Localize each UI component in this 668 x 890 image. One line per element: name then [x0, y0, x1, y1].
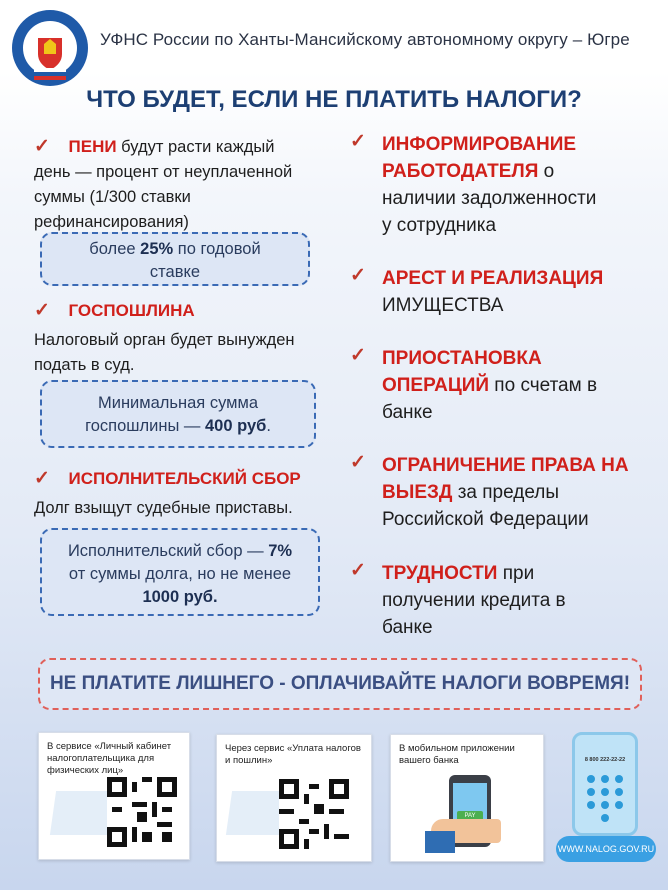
check-icon: ✓: [34, 468, 50, 489]
gosposhlina-heading: ГОСПОШЛИНА: [68, 301, 195, 320]
card-personal-account[interactable]: [38, 732, 190, 860]
note-text: Минимальная сумма: [97, 394, 259, 412]
note-value: 1000 руб.: [142, 588, 218, 606]
org-name: УФНС России по Ханты-Мансийскому автономному округу – Югре: [100, 30, 630, 49]
qr-code-icon[interactable]: [107, 777, 177, 852]
check-icon: ✓: [34, 300, 50, 321]
gosposhlina-text-line: подать в суд.: [34, 356, 135, 374]
nalog-website-link[interactable]: WWW.NALOG.GOV.RU: [556, 836, 656, 862]
ispolnitelny-text: Долг взыщут судебные приставы.: [34, 499, 293, 517]
item-heading: ТРУДНОСТИ: [382, 563, 498, 584]
card-text: В сервисе «Личный кабинет налогоплательщика для физических лиц»: [47, 741, 172, 776]
gosposhlina-text: [34, 328, 295, 378]
phone-number: 8 800 222-22-22: [584, 757, 626, 763]
item-text: за пределы: [452, 482, 560, 503]
check-icon: ✓: [350, 560, 366, 581]
item-heading: АРЕСТ И РЕАЛИЗАЦИЯ: [382, 268, 604, 289]
item-text: ИМУЩЕСТВА: [382, 295, 504, 316]
peni-note: [40, 232, 310, 286]
note-text: .: [266, 417, 271, 435]
pay-label: PAY: [457, 811, 483, 821]
item-text: наличии задолженности: [382, 188, 597, 209]
right-item-arrest: [382, 265, 603, 319]
check-icon: ✓: [350, 265, 366, 286]
peni-text: день — процент от неуплаченной: [34, 163, 293, 181]
peni-text: суммы (1/300 ставки: [34, 188, 191, 206]
note-text: от суммы долга, но не менее: [68, 565, 292, 583]
phone-keypad-icon: [572, 732, 638, 836]
note-text: Исполнительский сбор —: [67, 542, 269, 560]
peni-text: рефинансирования): [34, 213, 189, 231]
qr-code-icon[interactable]: [279, 779, 349, 854]
item-heading: ОПЕРАЦИЙ: [382, 375, 490, 396]
item-text: о: [538, 161, 555, 182]
pay-on-time-banner: НЕ ПЛАТИТЕ ЛИШНЕГО - ОПЛАЧИВАЙТЕ НАЛОГИ ВОВРЕМЯ!: [38, 658, 642, 710]
item-text: у сотрудника: [382, 215, 497, 236]
sleeve-icon: [425, 831, 455, 853]
note-text: более: [89, 240, 141, 258]
note-value: 25%: [140, 240, 174, 258]
fns-logo: [11, 8, 89, 90]
ispolnitelny-heading: ИСПОЛНИТЕЛЬСКИЙ СБОР: [68, 469, 301, 488]
ispolnitelny-block: [34, 466, 301, 492]
item-text: по счетам в: [489, 375, 598, 396]
page-title: ЧТО БУДЕТ, ЕСЛИ НЕ ПЛАТИТЬ НАЛОГИ?: [86, 86, 582, 113]
note-value: 400 руб: [204, 417, 267, 435]
gosposhlina-note: [40, 380, 316, 448]
note-text: по годовой: [173, 240, 261, 258]
check-icon: ✓: [34, 136, 50, 157]
item-text: банке: [382, 402, 433, 423]
card-mobile-bank[interactable]: [390, 734, 544, 862]
right-item-travel: [382, 452, 629, 533]
item-text: банке: [382, 617, 433, 638]
check-icon: ✓: [350, 345, 366, 366]
gosposhlina-text-line: Налоговый орган будет вынужден: [34, 331, 295, 349]
check-icon: ✓: [350, 452, 366, 473]
note-text: ставке: [149, 263, 201, 281]
item-heading: ПРИОСТАНОВКА: [382, 348, 542, 369]
item-heading: ВЫЕЗД: [382, 482, 453, 503]
peni-block: [34, 134, 292, 235]
note-value: 7%: [268, 542, 293, 560]
gosposhlina-block: [34, 298, 195, 324]
peni-heading: ПЕНИ: [68, 137, 117, 156]
card-text: Через сервис «Уплата налогов и пошлин»: [225, 743, 361, 766]
right-item-operations: [382, 345, 597, 426]
item-text: при: [497, 563, 535, 584]
check-icon: ✓: [350, 131, 366, 152]
item-heading: ИНФОРМИРОВАНИЕ: [382, 134, 577, 155]
card-pay-taxes-service[interactable]: [216, 734, 372, 862]
peni-text: будут расти каждый: [116, 138, 275, 156]
item-text: Российской Федерации: [382, 509, 589, 530]
ispolnitelny-note: [40, 528, 320, 616]
right-item-employer: [382, 131, 596, 239]
item-heading: РАБОТОДАТЕЛЯ: [382, 161, 539, 182]
card-text: В мобильном приложении вашего банка: [399, 743, 515, 766]
note-text: госпошлины —: [85, 417, 205, 435]
item-text: получении кредита в: [382, 590, 566, 611]
right-item-credit: [382, 560, 566, 641]
item-heading: ОГРАНИЧЕНИЕ ПРАВА НА: [382, 455, 629, 476]
